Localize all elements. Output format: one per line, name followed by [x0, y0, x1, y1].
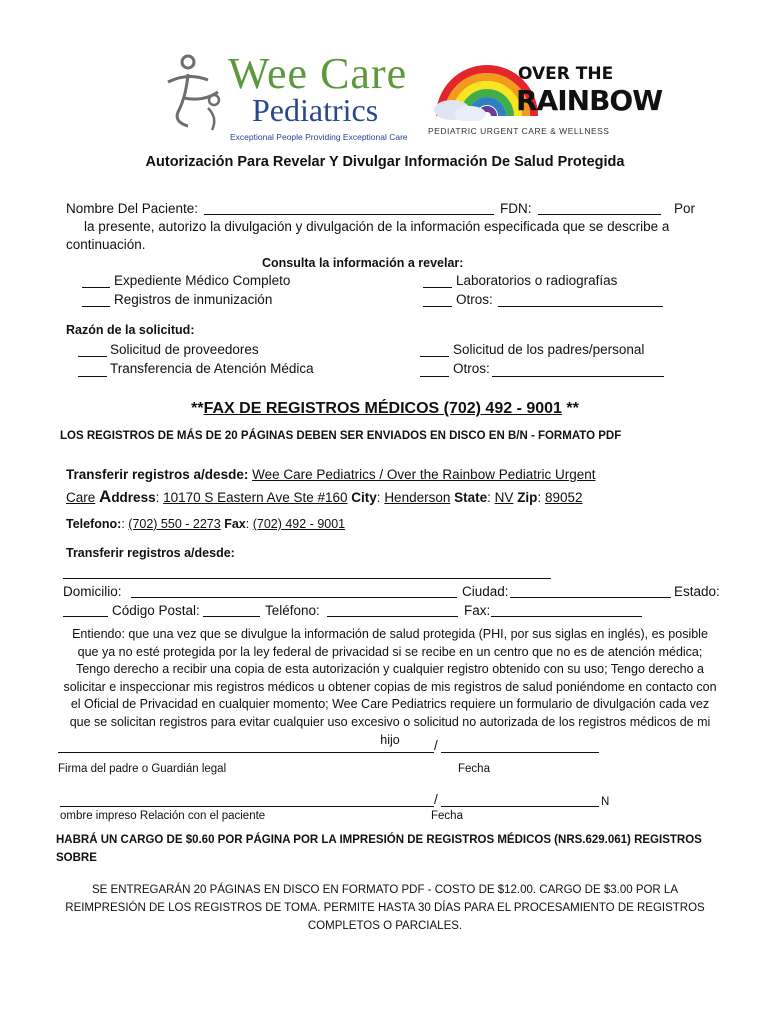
printed-date-label: Fecha	[431, 810, 463, 822]
fax-number: FAX DE REGISTROS MÉDICOS (702) 492 - 9001	[203, 400, 562, 417]
zip-label: Zip	[517, 490, 538, 505]
reason-option: Otros:	[453, 361, 490, 376]
checkbox-blank[interactable]	[420, 376, 449, 377]
postal-field[interactable]	[203, 616, 260, 617]
fax-prefix: **	[191, 400, 204, 417]
footer-line2: REIMPRESIÓN DE LOS REGISTROS DE TOMA. PERMITE HASTA 30 DÍAS PARA EL PROCESAMIENTO DE REGISTROS	[65, 902, 705, 914]
ciudad-label: Ciudad:	[462, 584, 509, 599]
consult-option: Laboratorios o radiografías	[456, 273, 618, 288]
fax-label: Fax	[224, 517, 246, 531]
wee-care-figure-icon	[148, 52, 238, 132]
address-line: Care Address: 10170 S Eastern Ave Ste #160 City: Henderson State: NV Zip: 89052	[66, 487, 583, 506]
signature-slash: /	[434, 738, 438, 753]
reason-option: Solicitud de los padres/personal	[453, 342, 645, 357]
reason-heading: Razón de la solicitud:	[66, 323, 195, 337]
estado-label: Estado:	[674, 584, 720, 599]
transfer-label: Transferir registros a/desde:	[66, 467, 249, 482]
domicilio-field[interactable]	[131, 597, 457, 598]
fax-value: (702) 492 - 9001	[252, 517, 346, 531]
patient-name-label: Nombre Del Paciente:	[66, 201, 199, 216]
phone-value: (702) 550 - 2273	[128, 517, 221, 531]
domicilio-label: Domicilio:	[63, 584, 122, 599]
transfer-value: Wee Care Pediatrics / Over the Rainbow Pediatric Urgent	[252, 467, 596, 482]
estado-field[interactable]	[63, 616, 108, 617]
phone-line: Telefono:: (702) 550 - 2273 Fax: (702) 492 - 9001	[66, 517, 346, 531]
consult-option: Otros:	[456, 292, 493, 307]
authorize-line1: la presente, autorizo la divulgación y divulgación de la información especificada que se describe a	[84, 219, 670, 234]
city-label: City	[351, 490, 377, 505]
fax2-field[interactable]	[491, 616, 642, 617]
patient-name-field[interactable]	[204, 214, 494, 215]
address-label: ddress	[111, 490, 156, 505]
consult-heading: Consulta la información a revelar:	[262, 256, 464, 270]
checkbox-blank[interactable]	[423, 287, 452, 288]
postal-label: Código Postal:	[112, 603, 200, 618]
printed-slash: /	[434, 792, 438, 807]
printed-name-label: ombre impreso Relación con el paciente	[60, 810, 266, 822]
authorize-line2: continuación.	[66, 237, 146, 252]
consult-other-field[interactable]	[498, 306, 663, 307]
fdn-field[interactable]	[538, 214, 661, 215]
wee-care-logo	[148, 48, 428, 148]
checkbox-blank[interactable]	[82, 287, 110, 288]
fax2-label: Fax:	[464, 603, 491, 618]
fax-heading	[0, 400, 770, 418]
signature-date-label: Fecha	[458, 763, 490, 775]
fdn-label: FDN:	[500, 201, 532, 216]
form-title: Autorización Para Revelar Y Divulgar Información De Salud Protegida	[145, 154, 625, 170]
checkbox-blank[interactable]	[423, 306, 452, 307]
rainbow-tagline: PEDIATRIC URGENT CARE & WELLNESS	[428, 126, 610, 136]
checkbox-blank[interactable]	[82, 306, 110, 307]
signature-field[interactable]	[58, 752, 434, 753]
understanding-paragraph: Entiendo: que una vez que se divulgue la información de salud protegida (PHI, por sus siglas en inglés), es posible que ya no esté protegida por la ley federal de privacidad si se recibe en un centro que no es de atención médica; Tengo derecho a recibir una copia de esta autorización y cualquier registro obtenido con su uso; Tengo derecho a solicitar e inspeccionar mis registros médicos u obtener copias de mis registros de salud poniéndome en contacto con el Oficial de Privacidad en cualquier momento; Wee Care Pediatrics requiere un formulario de divulgación cada vez que se solicitan registros para evitar cualquier uso excesivo o solicitud no autorizada de los registros médicos de mi hijo	[63, 627, 717, 747]
n-mark: N	[601, 796, 610, 808]
zip-value: 89052	[544, 490, 583, 505]
charge-line2: SOBRE	[56, 852, 97, 864]
city-value: Henderson	[384, 490, 451, 505]
wee-care-name: Wee Care	[228, 49, 408, 98]
state-value: NV	[494, 490, 514, 505]
rainbow-main-text: RAINBOW	[516, 84, 663, 117]
checkbox-blank[interactable]	[78, 376, 107, 377]
rainbow-top-text: OVER THE	[518, 64, 614, 84]
fax-suffix: **	[561, 400, 579, 417]
transfer-block	[66, 467, 596, 482]
fax-notice: LOS REGISTROS DE MÁS DE 20 PÁGINAS DEBEN SER ENVIADOS EN DISCO EN B/N - FORMATO PDF	[60, 430, 622, 442]
reason-other-field[interactable]	[492, 376, 664, 377]
reason-option: Solicitud de proveedores	[110, 342, 259, 357]
address-value: 10170 S Eastern Ave Ste #160	[163, 490, 348, 505]
footer-line1: SE ENTREGARÁN 20 PÁGINAS EN DISCO EN FORMATO PDF - COSTO DE $12.00. CARGO DE $3.00 POR LA	[91, 884, 679, 896]
transfer-value-cont: Care	[66, 490, 96, 505]
address-initial: A	[99, 487, 112, 506]
checkbox-blank[interactable]	[78, 356, 107, 357]
telefono-label: Teléfono:	[265, 603, 320, 618]
transfer2-name-field[interactable]	[63, 578, 551, 579]
phone-label: Telefono:	[66, 517, 122, 531]
reason-option: Transferencia de Atención Médica	[110, 361, 314, 376]
telefono-field[interactable]	[327, 616, 458, 617]
checkbox-blank[interactable]	[420, 356, 449, 357]
charge-line1: HABRÁ UN CARGO DE $0.60 POR PÁGINA POR LA IMPRESIÓN DE REGISTROS MÉDICOS (NRS.629.061) REGISTROS	[56, 834, 702, 846]
footer-line3: COMPLETOS O PARCIALES.	[307, 920, 463, 932]
consult-option: Expediente Médico Completo	[114, 273, 291, 288]
signature-date-field[interactable]	[441, 752, 599, 753]
por-text: Por	[674, 201, 696, 216]
ciudad-field[interactable]	[510, 597, 671, 598]
transfer2-label: Transferir registros a/desde:	[66, 546, 235, 560]
over-the-rainbow-logo	[426, 26, 663, 138]
printed-name-field[interactable]	[60, 806, 434, 807]
wee-care-pediatrics: Pediatrics	[252, 92, 379, 128]
printed-date-field[interactable]	[441, 806, 599, 807]
consult-option: Registros de inmunización	[114, 292, 273, 307]
signature-label: Firma del padre o Guardián legal	[58, 763, 227, 775]
state-label: State	[454, 490, 488, 505]
wee-care-tagline: Exceptional People Providing Exceptional Care	[230, 132, 408, 142]
